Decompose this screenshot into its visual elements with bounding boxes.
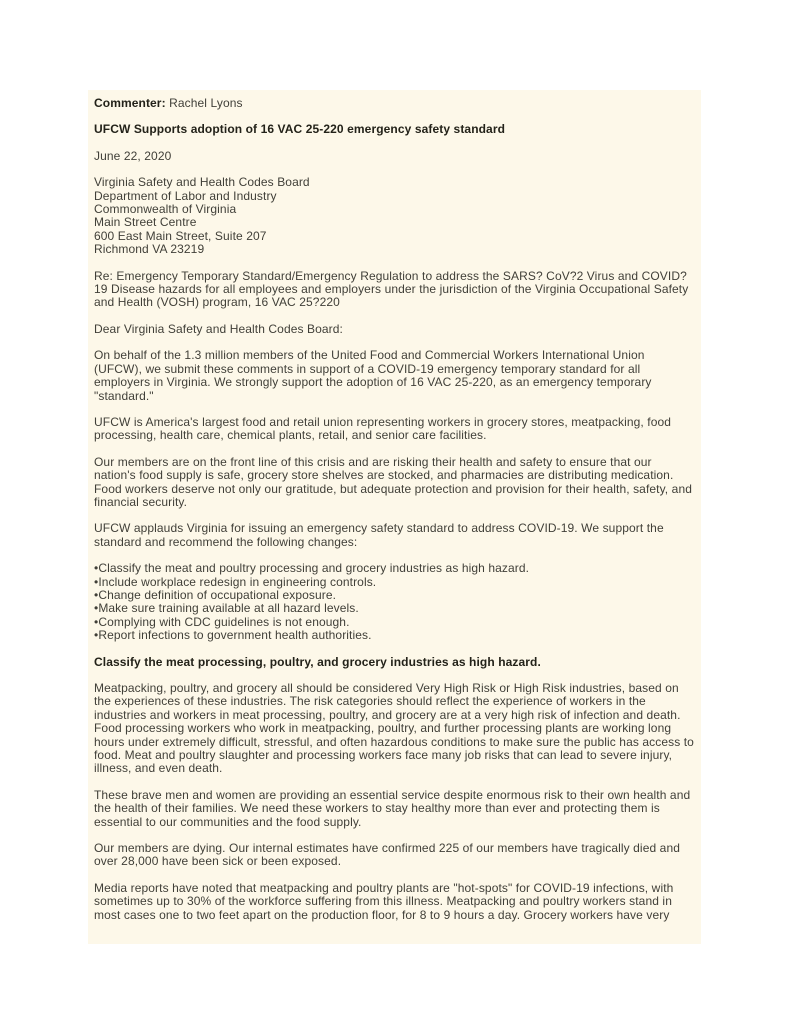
address-line: Virginia Safety and Health Codes Board <box>94 175 310 190</box>
recommendation-item: • Classify the meat and poultry processing and grocery industries as high hazard. <box>94 562 694 575</box>
body-paragraph: Media reports have noted that meatpacking and poultry plants are "hot-spots" for COVID-19 infections, with sometimes up to 30% of the workforce suffering from this illness. Meatpacking and poultry workers stand in most cases one to two feet apart on the production floor, for 8 to 9 hours a day. Grocery workers have very <box>94 880 674 922</box>
body-paragraph: UFCW is America's largest food and retail union representing workers in grocery stores, meatpacking, food processing, health care, chemical plants, retail, and senior care facilities. <box>94 414 672 443</box>
recommendations-list <box>94 562 694 642</box>
body-paragraph: These brave men and women are providing an essential service despite enormous risk to their own health and the health of their families. We need these workers to stay healthy more than ever and protecting them is essential to our communities and the food supply. <box>94 787 691 829</box>
body-paragraph: Our members are dying. Our internal estimates have confirmed 225 of our members have tragically died and over 28,000 have been sick or been exposed. <box>94 841 681 869</box>
address-line: Department of Labor and Industry <box>94 188 277 203</box>
recommendation-item: • Report infections to government health authorities. <box>94 629 694 642</box>
body-paragraph: Our members are on the front line of this crisis and are risking their health and safety to ensure that our nation's food supply is safe, grocery store shelves are stocked, and pharmacies are distributing medication. Food workers deserve not only our gratitude, but adequate protection and provision for their health, safety, and financial security. <box>94 454 692 509</box>
section-heading: Classify the meat processing, poultry, and grocery industries as high hazard. <box>94 654 541 669</box>
address-line: 600 East Main Street, Suite 207 <box>94 228 267 243</box>
address-line: Commonwealth of Virginia <box>94 202 237 217</box>
body-paragraph: Meatpacking, poultry, and grocery all should be considered Very High Risk or High Risk industries, based on the experiences of these industries. The risk categories should reflect the experience of workers in the industries and workers in meat processing, poultry, and grocery are at a very high risk of infection and death. Food processing workers who work in meatpacking, poultry, and further processing plants are working long hours under extremely difficult, stressful, and often hazardous conditions to make sure the public has access to food. Meat and poultry slaughter and processing workers face many job risks that can lead to severe injury, illness, and even death. <box>94 681 694 776</box>
commenter-name: Rachel Lyons <box>169 96 243 110</box>
re-subject-line: Re: Emergency Temporary Standard/Emergency Regulation to address the SARS? CoV?2 Virus and COVID?19 Disease hazards for all employees and employers under the jurisdiction of the Virginia Occupational Safety and Health (VOSH) program, 16 VAC 25?220 <box>94 268 689 310</box>
salutation: Dear Virginia Safety and Health Codes Board: <box>94 321 343 336</box>
recommendation-item: • Include workplace redesign in engineering controls. <box>94 576 694 589</box>
body-paragraph: On behalf of the 1.3 million members of the United Food and Commercial Workers International Union (UFCW), we submit these comments in support of a COVID-19 emergency temporary standard for all employers in Virginia. We strongly support the adoption of 16 VAC 25-220, as an emergency temporary "standard." <box>94 348 652 403</box>
commenter-line <box>94 97 694 110</box>
recommendation-item: • Make sure training available at all hazard levels. <box>94 602 694 615</box>
address-line: Richmond VA 23219 <box>94 242 205 257</box>
comment-letter <box>88 90 701 944</box>
recommendation-item: • Complying with CDC guidelines is not enough. <box>94 616 694 629</box>
address-line: Main Street Centre <box>94 215 197 230</box>
letter-title: UFCW Supports adoption of 16 VAC 25-220 emergency safety standard <box>94 122 506 137</box>
recommendation-item: • Change definition of occupational exposure. <box>94 589 694 602</box>
letter-date: June 22, 2020 <box>94 148 172 163</box>
body-paragraph: UFCW applauds Virginia for issuing an emergency safety standard to address COVID-19. We support the standard and recommend the following changes: <box>94 521 664 549</box>
commenter-label: Commenter: <box>94 96 166 110</box>
